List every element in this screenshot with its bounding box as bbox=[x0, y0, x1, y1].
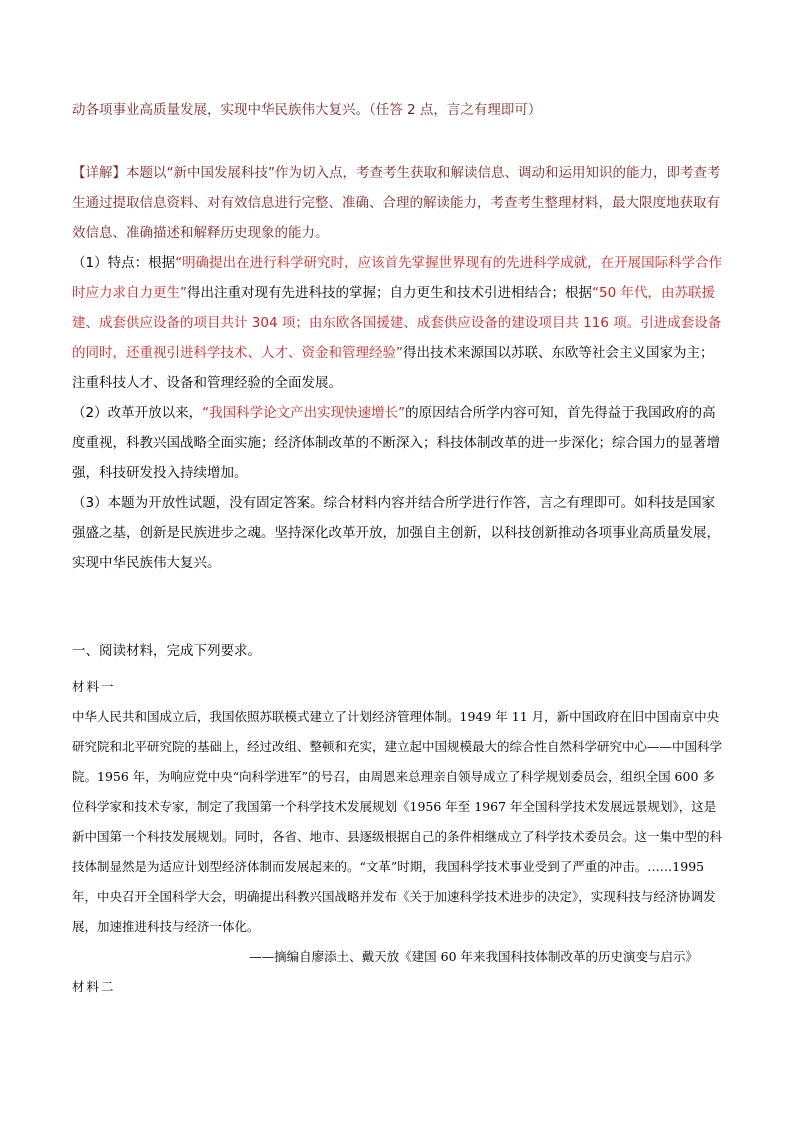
detail-point-2 bbox=[72, 398, 724, 488]
detail-point-2-tail: 的原因结合所学内容可知，首先得益于我国政府的高度重视，科教兴国战略全面实施；经济体制改革的不断深入；科技体制改革的进一步深化；综合国力的显著增强，科技研发投入持续增加。 bbox=[72, 405, 720, 481]
question-heading: 一、阅读材料，完成下列要求。 bbox=[72, 643, 261, 659]
detail-point-1-prefix: （1）特点：根据 bbox=[72, 255, 176, 271]
material-1-block bbox=[72, 672, 724, 1002]
detail-point-2-quote: “我国科学论文产出实现快速增长” bbox=[202, 405, 406, 421]
detail-intro: 【详解】本题以“新中国发展科技”作为切入点，考查考生获取和解读信息、调动和运用知识的能力，即考查考生通过提取信息资料、对有效信息进行完整、准确、合理的解读能力，考查考生整理材料，最大限度地获取有效信息、准确描述和解释历史现象的能力。 bbox=[72, 165, 721, 241]
material-1-source: ——摘编自廖添土、戴天放《建国 60 年来我国科技体制改革的历史演变与启示》 bbox=[249, 949, 698, 964]
detail-point-2-prefix: （2）改革开放以来， bbox=[72, 405, 203, 421]
answer-tail-text: 动各项事业高质量发展，实现中华民族伟大复兴。（任答 2 点，言之有理即可） bbox=[72, 102, 542, 118]
material-1-label: 材料一 bbox=[72, 679, 116, 694]
detail-point-1-quote-1: “明确提出在进行科学研究时，应该首先掌握世界现有的先进科学成就，在开展国际科学合作时应力求自力更生” bbox=[72, 255, 723, 301]
detail-section bbox=[72, 158, 724, 578]
answer-tail-block bbox=[72, 95, 724, 125]
detail-point-1-tail: 得出技术来源国以苏联、东欧等社会主义国家为主；注重科技人才、设备和管理经验的全面发展。 bbox=[72, 345, 714, 391]
question-section bbox=[72, 636, 724, 666]
detail-point-1 bbox=[72, 248, 724, 398]
material-2-label: 材料二 bbox=[72, 979, 116, 994]
detail-point-3: （3）本题为开放性试题，没有固定答案。综合材料内容并结合所学进行作答，言之有理即可。如科技是国家强盛之基，创新是民族进步之魂。坚持深化改革开放，加强自主创新，以科技创新推动各项事业高质量发展，实现中华民族伟大复兴。 bbox=[72, 495, 720, 571]
detail-point-1-quote-2: “50 年代，由苏联援建、成套供应设备的项目共计 304 项；由东欧各国援建、成套供应设备的建设项目共 116 项。引进成套设备的同时，还重视引进科学技术、人才、资金和管理经验” bbox=[72, 285, 722, 361]
detail-point-1-mid: 得出注重对现有先进科技的掌握；自力更生和技术引进相结合；根据 bbox=[187, 285, 592, 301]
material-1-text: 中华人民共和国成立后，我国依照苏联模式建立了计划经济管理体制。1949 年 11 月，新中国政府在旧中国南京中央研究院和北平研究院的基础上，经过改组、整顿和充实，建立起中国规模最大的综合性自然科学研究中心——中国科学院。1956 年，为响应党中央“向科学进军”的号召，由周恩来总理亲自领导成立了科学规划委员会，组织全国 600 多位科学家和技术专家，制定了我国第一个科学技术发展规划《1956 年至 1967 年全国科学技术发展远景规划》，这是新中国第一个科技发展规划。同时，各省、地市、县逐级根据自己的条件相继成立了科学技术委员会。这一集中型的科技体制显然是为适应计划型经济体制而发展起来的。“文革”时期，我国科学技术事业受到了严重的冲击。……1995 年，中央召开全国科学大会，明确提出科教兴国战略并发布《关于加速科学技术进步的决定》，实现科技与经济协调发展，加速推进科技与经济一体化。 bbox=[72, 709, 723, 934]
